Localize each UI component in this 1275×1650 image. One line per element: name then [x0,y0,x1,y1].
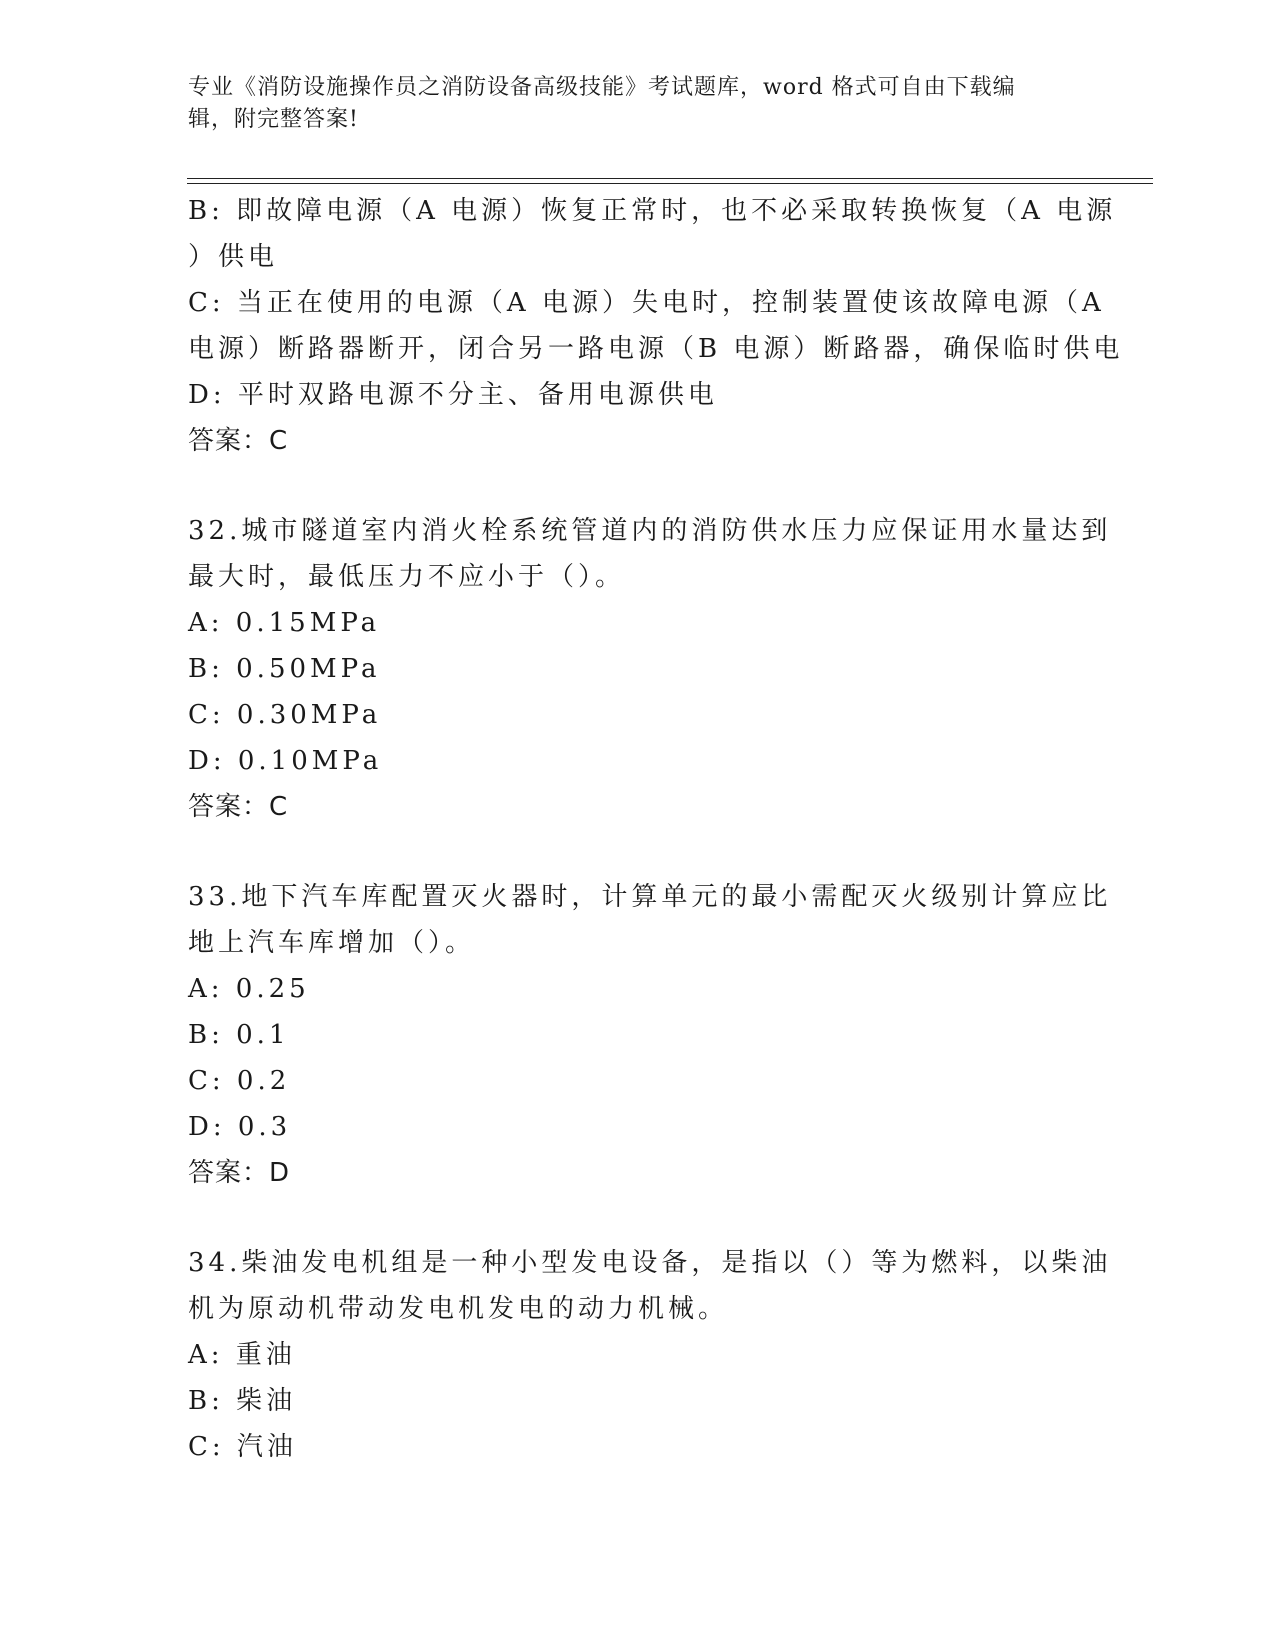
option-b-line-2: ）供电 [188,242,279,272]
answer-33: 答案：D [188,1158,291,1188]
option-c: C: 汽油 [188,1432,297,1462]
option-c-line-1: C: 当正在使用的电源（A 电源）失电时，控制装置使该故障电源（A [188,288,1105,318]
question-32 [188,508,1112,830]
header-line-2: 辑，附完整答案! [188,107,359,132]
option-d: D: 0.3 [188,1112,292,1142]
question-stem-line-1: 33.地下汽车库配置灭火器时，计算单元的最小需配灭火级别计算应比 [188,882,1112,912]
option-a: A: 0.15MPa [188,608,381,638]
question-stem-line-2: 机为原动机带动发电机发电的动力机械。 [188,1294,729,1324]
option-b-line-1: B: 即故障电源（A 电源）恢复正常时，也不必采取转换恢复（A 电源 [188,196,1117,226]
question-34 [188,1240,1112,1470]
option-d: D: 0.10MPa [188,746,383,776]
question-31-continuation [188,188,1124,464]
option-a: A: 重油 [188,1340,296,1370]
question-stem-line-2: 最大时，最低压力不应小于（）。 [188,562,626,592]
question-stem-line-1: 34.柴油发电机组是一种小型发电设备，是指以（）等为燃料，以柴油 [188,1248,1112,1278]
option-c: C: 0.30MPa [188,700,382,730]
question-stem-line-2: 地上汽车库增加（）。 [188,928,476,958]
header-line-1: 专业《消防设施操作员之消防设备高级技能》考试题库，word 格式可自由下载编 [188,75,1016,100]
question-33 [188,874,1112,1196]
option-b: B: 0.50MPa [188,654,381,684]
option-d: D: 平时双路电源不分主、备用电源供电 [188,380,718,410]
option-c: C: 0.2 [188,1066,291,1096]
answer-32: 答案：C [188,792,289,822]
option-c-line-2: 电源）断路器断开，闭合另一路电源（B 电源）断路器，确保临时供电 [188,334,1124,364]
header-rule-bottom [187,183,1153,184]
document-header [188,72,1068,136]
option-b: B: 0.1 [188,1020,290,1050]
option-a: A: 0.25 [188,974,310,1004]
option-b: B: 柴油 [188,1386,297,1416]
header-rule-top [187,178,1153,179]
answer-31: 答案：C [188,426,289,456]
question-content [188,188,1124,1514]
question-stem-line-1: 32.城市隧道室内消火栓系统管道内的消防供水压力应保证用水量达到 [188,516,1112,546]
